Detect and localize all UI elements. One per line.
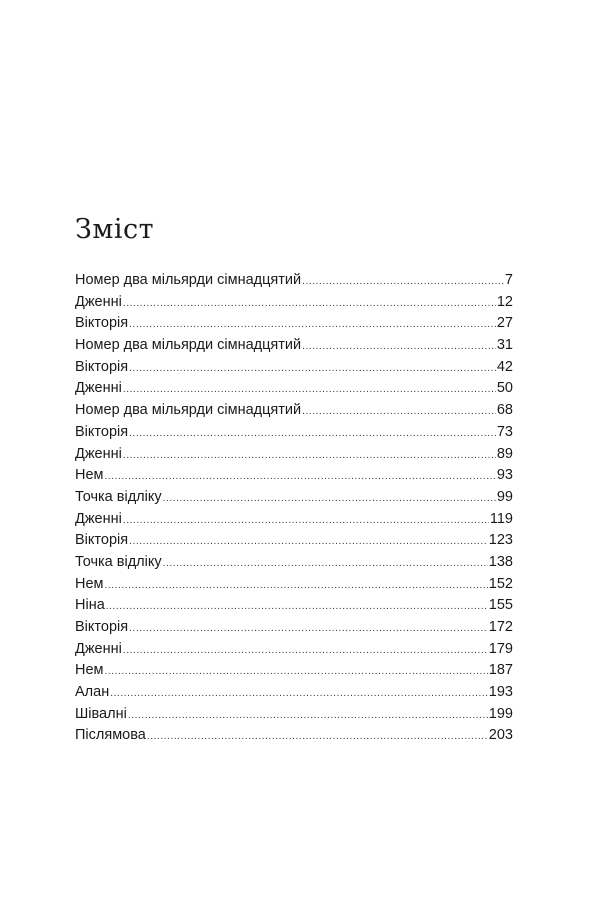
toc-entry [75, 378, 513, 400]
toc-dot-leader [105, 575, 488, 597]
toc-entry-page-number: 31 [496, 337, 513, 354]
toc-entry-label: Номер два мільярди сімнадцятий [75, 272, 302, 288]
toc-entry [75, 509, 513, 531]
toc-dot-leader [123, 640, 488, 662]
toc-entry-page-number: 172 [488, 619, 513, 635]
toc-entry-page-number: 73 [496, 423, 513, 440]
toc-entry-page-number: 42 [496, 358, 513, 375]
toc-entry-page-number: 89 [496, 445, 513, 462]
toc-entry [75, 660, 513, 682]
toc-dot-leader [123, 510, 489, 532]
toc-entry [75, 357, 513, 379]
toc-entry-label: Вікторія [75, 423, 129, 440]
toc-entry [75, 270, 513, 292]
toc-entry-label: Нем [75, 575, 104, 592]
toc-dot-leader [110, 683, 488, 705]
toc-entry-page-number: 155 [488, 597, 513, 614]
toc-entry [75, 335, 513, 357]
toc-dot-leader [163, 488, 496, 510]
toc-entry [75, 552, 513, 574]
toc-entry-label: Точка відліку [75, 553, 162, 570]
toc-entry-label: Нем [75, 662, 104, 679]
toc-entry-page-number: 187 [488, 662, 513, 679]
toc-entry [75, 530, 513, 552]
toc-entry [75, 682, 513, 704]
toc-entry-label: Ніна [75, 597, 105, 614]
toc-dot-leader [123, 293, 496, 315]
toc-entry-label: Післямова [75, 727, 146, 744]
toc-entry [75, 444, 513, 466]
toc-entry-label: Точка відліку [75, 488, 162, 505]
toc-entry-label: Вікторія [75, 315, 129, 332]
toc-dot-leader [147, 726, 488, 748]
toc-entry [75, 704, 513, 726]
toc-list [75, 270, 513, 747]
toc-entry-label: Вікторія [75, 619, 129, 635]
toc-entry-page-number: 27 [496, 315, 513, 332]
toc-entry-label: Дженні [75, 293, 122, 310]
toc-entry [75, 725, 513, 747]
toc-entry [75, 400, 513, 422]
toc-dot-leader [129, 531, 488, 553]
toc-dot-leader [129, 358, 496, 380]
toc-entry-page-number: 50 [496, 380, 513, 397]
toc-dot-leader [129, 618, 488, 640]
toc-entry-label: Дженні [75, 510, 122, 527]
toc-entry-page-number: 152 [488, 575, 513, 592]
toc-dot-leader [302, 271, 504, 293]
toc-entry-page-number: 199 [488, 705, 513, 722]
toc-entry-label: Дженні [75, 380, 122, 397]
toc-entry-label: Вікторія [75, 532, 129, 549]
toc-entry-page-number: 7 [504, 272, 513, 288]
toc-entry-page-number: 123 [488, 532, 513, 549]
toc-dot-leader [129, 423, 496, 445]
toc-entry-label: Номер два мільярди сімнадцятий [75, 402, 302, 419]
toc-entry-label: Вікторія [75, 358, 129, 375]
toc-entry-label: Нем [75, 467, 104, 484]
toc-entry-label: Номер два мільярди сімнадцятий [75, 337, 302, 354]
toc-dot-leader [128, 705, 488, 727]
toc-entry [75, 422, 513, 444]
toc-entry-page-number: 203 [488, 727, 513, 744]
toc-entry-page-number: 93 [496, 467, 513, 484]
toc-dot-leader [105, 466, 496, 488]
toc-entry-page-number: 138 [488, 553, 513, 570]
toc-dot-leader [105, 661, 488, 683]
toc-title: Зміст [75, 214, 155, 245]
toc-dot-leader [302, 401, 496, 423]
toc-entry-page-number: 68 [496, 402, 513, 419]
toc-entry [75, 574, 513, 596]
toc-entry-page-number: 193 [488, 684, 513, 701]
toc-entry [75, 313, 513, 335]
toc-entry [75, 292, 513, 314]
toc-entry-page-number: 99 [496, 488, 513, 505]
toc-entry [75, 465, 513, 487]
toc-entry [75, 595, 513, 617]
toc-entry-page-number: 179 [488, 640, 513, 657]
toc-entry-label: Шівалні [75, 705, 127, 722]
toc-entry-label: Дженні [75, 445, 122, 462]
toc-entry-page-number: 119 [489, 510, 513, 527]
toc-entry-label: Алан [75, 684, 110, 701]
toc-entry-page-number: 12 [496, 293, 513, 310]
toc-dot-leader [106, 596, 488, 618]
toc-dot-leader [123, 445, 496, 467]
toc-entry [75, 639, 513, 661]
toc-dot-leader [123, 379, 496, 401]
toc-entry-label: Дженні [75, 640, 122, 657]
toc-entry [75, 617, 513, 639]
toc-dot-leader [163, 553, 488, 575]
toc-entry [75, 487, 513, 509]
toc-dot-leader [129, 314, 496, 336]
toc-dot-leader [302, 336, 496, 358]
